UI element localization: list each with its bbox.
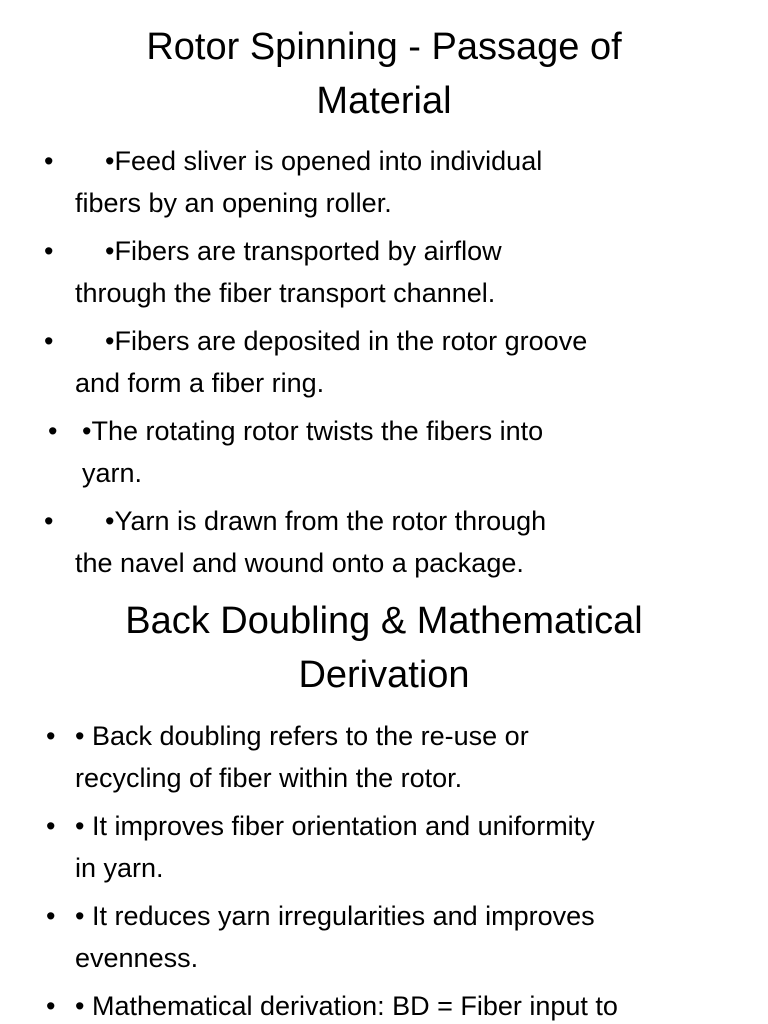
bullet-marker: • bbox=[46, 901, 56, 931]
bullet-marker: • bbox=[46, 811, 56, 841]
list-item bbox=[0, 895, 768, 979]
bullet-marker: • bbox=[44, 326, 54, 356]
list-item bbox=[0, 805, 768, 889]
bullet-text: • It improves fiber orientation and uniformity in yarn. bbox=[75, 811, 595, 883]
bullet-marker: • bbox=[44, 236, 54, 266]
list-item bbox=[0, 230, 768, 314]
list-item bbox=[0, 140, 768, 224]
bullet-marker: • bbox=[44, 146, 54, 176]
list-item bbox=[0, 410, 768, 494]
bullet-marker: • bbox=[46, 721, 56, 751]
list-item bbox=[0, 985, 768, 1024]
bullet-text: • It reduces yarn irregularities and improves evenness. bbox=[75, 901, 595, 973]
bullet-text: •Fibers are transported by airflow through the fiber transport channel. bbox=[75, 236, 502, 308]
rotor-spinning-bullet-list bbox=[0, 140, 768, 590]
list-item bbox=[0, 715, 768, 799]
bullet-text: •The rotating rotor twists the fibers into yarn. bbox=[82, 416, 544, 488]
bullet-marker: • bbox=[48, 416, 58, 446]
bullet-marker: • bbox=[44, 506, 54, 536]
back-doubling-bullet-list bbox=[0, 715, 768, 1024]
bullet-marker: • bbox=[46, 991, 56, 1021]
bullet-text: •Fibers are deposited in the rotor groove and form a fiber ring. bbox=[75, 326, 588, 398]
bullet-text: •Feed sliver is opened into individual fibers by an opening roller. bbox=[75, 146, 543, 218]
bullet-text: •Yarn is drawn from the rotor through the navel and wound onto a package. bbox=[75, 506, 547, 578]
section-title-rotor-spinning: Rotor Spinning - Passage of Material bbox=[146, 26, 622, 122]
bullet-text: • Back doubling refers to the re-use or recycling of fiber within the rotor. bbox=[75, 721, 529, 793]
list-item bbox=[0, 500, 768, 584]
bullet-text: • Mathematical derivation: BD = Fiber input to bbox=[75, 991, 618, 1021]
list-item bbox=[0, 320, 768, 404]
section-title-back-doubling: Back Doubling & Mathematical Derivation bbox=[125, 600, 643, 696]
